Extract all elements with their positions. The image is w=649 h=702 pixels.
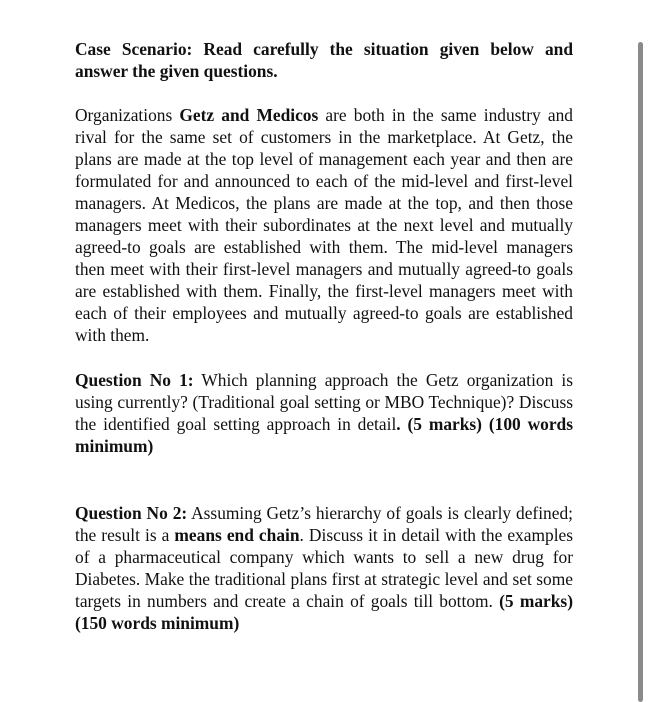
question-2-text: Assuming Getz’s hierarchy of goals is clearly defined; the result is a <box>75 503 573 545</box>
document <box>75 38 573 634</box>
question-2-label: Question No 2: <box>75 503 188 523</box>
question-2-text: . Discuss it in detail with the examples of a pharmaceutical company which wants to sell a new drug for Diabetes. Make the traditional plans first at strategic level and set some targets in numbers and create a chain of goals till bottom. <box>75 525 574 611</box>
question-2-term: means end chain <box>174 525 300 545</box>
scenario-paragraph <box>75 104 573 346</box>
question-1-label: Question No 1: <box>75 370 194 390</box>
company-names: Getz and Medicos <box>179 105 319 125</box>
question-1-text: Which planning approach the Getz organization is using currently? (Traditional goal setting or MBO Technique)? Discuss the identified goal setting approach in detail <box>75 370 573 434</box>
case-title: Case Scenario: Read carefully the situation given below and answer the given questions. <box>75 39 573 81</box>
question-1-marks: . (5 marks) (100 words minimum) <box>75 414 573 456</box>
question-1 <box>75 369 573 457</box>
scenario-text: are both in the same industry and rival for the same set of customers in the marketplace. At Getz, the plans are made at the top level of management each year and then are formulated for and announced to each of the mid-level and first-level managers. At Medicos, the plans are made at the top, and then those managers meet with their subordinates at the next level and mutually agreed-to goals are established with them. The mid-level managers then meet with their first-level managers and mutually agreed-to goals are established with them. Finally, the first-level managers meet with each of their employees and mutually agreed-to goals are established with them. <box>75 105 573 345</box>
question-2-marks: (5 marks) (150 words minimum) <box>75 591 573 633</box>
scenario-text: Organizations <box>75 105 180 125</box>
scrollbar[interactable] <box>638 42 643 702</box>
question-2 <box>75 502 573 634</box>
